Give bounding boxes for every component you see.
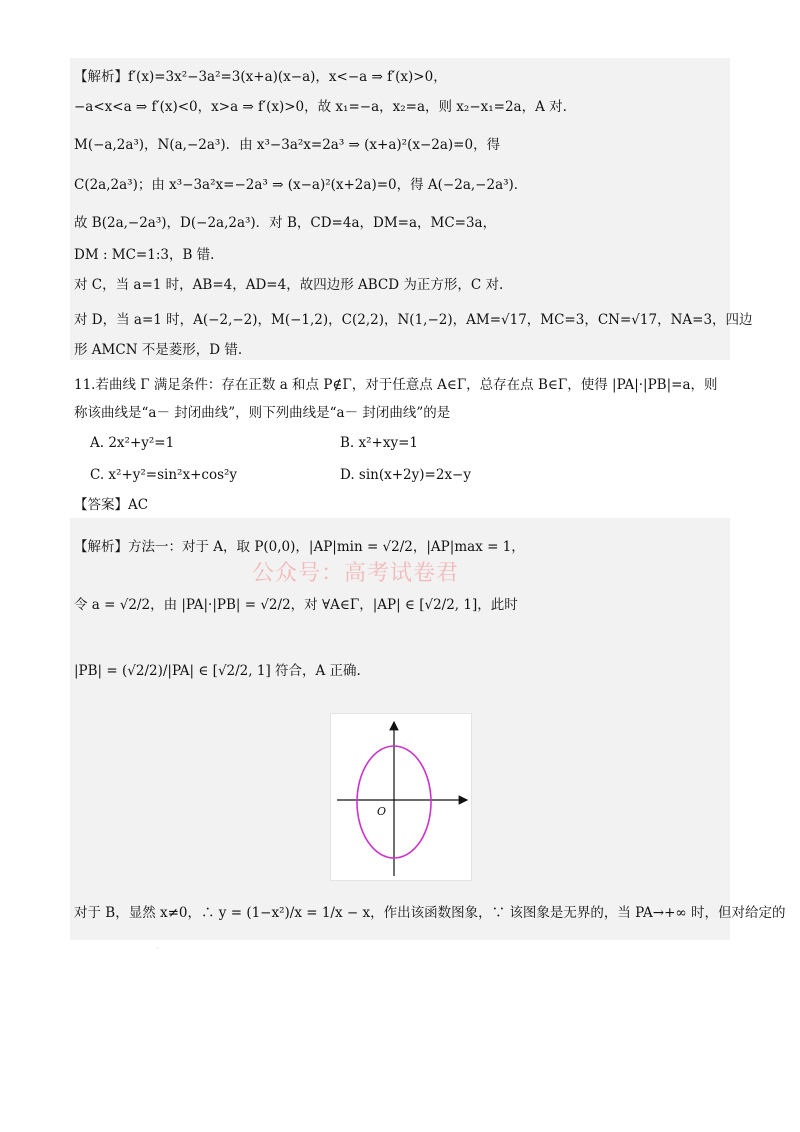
text-line: M(−a,2a³)，N(a,−2a³)．由 x³−3a²x=2a³ ⇒ (x+a)²(x−2a)=0，得 bbox=[74, 137, 501, 153]
text-line: 对于 B，显然 x≠0，∴ y = (1−x²)/x = 1/x − x，作出该函数图象，∵ 该图象是无界的，当 PA→+∞ 时，但对给定的 bbox=[74, 905, 786, 921]
text-line: −a<x<a ⇒ f′(x)<0，x>a ⇒ f′(x)>0，故 x₁=−a，x₂=a，则 x₂−x₁=2a，A 对. bbox=[74, 99, 567, 115]
text-line: 令 a = √2/2，由 |PA|·|PB| = √2/2，对 ∀A∈Γ，|AP| ∈ [√2/2, 1]，此时 bbox=[74, 597, 518, 613]
option-c: C. x²+y²=sin²x+cos²y bbox=[90, 467, 238, 483]
text-line: 故 B(2a,−2a³)，D(−2a,2a³)．对 B，CD=4a，DM=a，MC=3a， bbox=[74, 215, 497, 231]
answer-line: 【答案】AC bbox=[74, 497, 149, 513]
watermark: 公众号：高考试卷君 bbox=[252, 561, 460, 586]
page-mark: · bbox=[156, 944, 159, 953]
option-d: D. sin(x+2y)=2x−y bbox=[340, 467, 471, 483]
origin-label: O bbox=[377, 805, 387, 818]
text-line: 对 C，当 a=1 时，AB=4，AD=4，故四边形 ABCD 为正方形，C 对. bbox=[74, 277, 504, 293]
option-a: A. 2x²+y²=1 bbox=[90, 435, 175, 451]
question-stem: 称该曲线是“a－ 封闭曲线”，则下列曲线是“a－ 封闭曲线”的是 bbox=[74, 405, 451, 421]
text-line: 【解析】f′(x)=3x²−3a²=3(x+a)(x−a)，x<−a ⇒ f′(x)>0， bbox=[74, 69, 447, 85]
text-line: DM : MC=1:3，B 错. bbox=[74, 247, 215, 263]
text-line: 对 D，当 a=1 时，A(−2,−2)，M(−1,2)，C(2,2)，N(1,−2)，AM=√17，MC=3，CN=√17，NA=3，四边 bbox=[74, 312, 753, 328]
option-b: B. x²+xy=1 bbox=[340, 435, 418, 451]
text-line: C(2a,2a³)；由 x³−3a²x=−2a³ ⇒ (x−a)²(x+2a)=0，得 A(−2a,−2a³)． bbox=[74, 177, 528, 193]
text-line: 形 AMCN 不是菱形，D 错. bbox=[74, 342, 243, 358]
text-line: 【解析】方法一：对于 A，取 P(0,0)，|AP|min = √2/2，|AP|max = 1， bbox=[74, 539, 525, 555]
text-line: |PB| = (√2/2)/|PA| ∈ [√2/2, 1] 符合，A 正确. bbox=[74, 663, 361, 679]
ellipse-figure bbox=[330, 713, 472, 881]
question-stem: 11.若曲线 Γ 满足条件：存在正数 a 和点 P∉Γ，对于任意点 A∈Γ，总存在点 B∈Γ，使得 |PA|·|PB|=a，则 bbox=[74, 377, 718, 393]
